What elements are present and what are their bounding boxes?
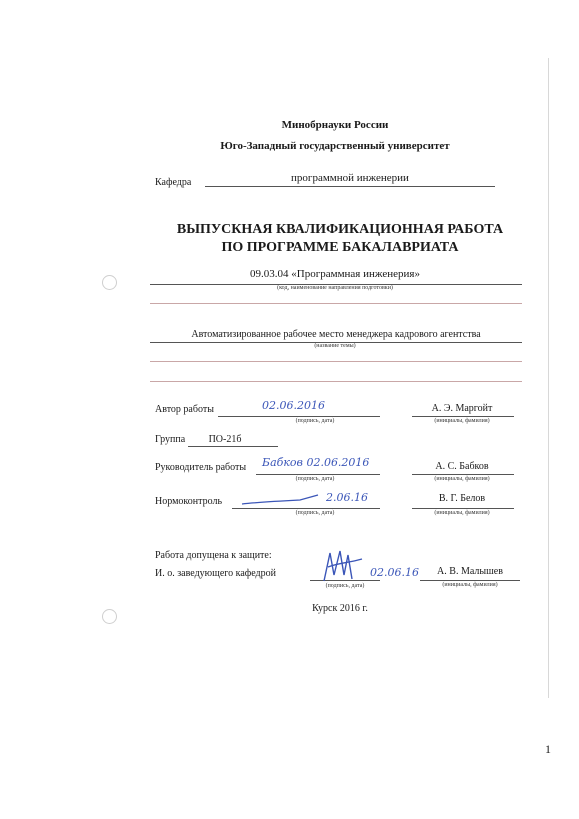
supervisor-name-line <box>412 474 514 475</box>
work-title-line1: ВЫПУСКНАЯ КВАЛИФИКАЦИОННАЯ РАБОТА <box>176 222 504 237</box>
author-signature: 02.06.2016 <box>262 399 325 412</box>
punch-hole <box>102 609 117 624</box>
city-year: Курск 2016 г. <box>312 603 368 614</box>
group-value: ПО-21б <box>208 434 242 445</box>
admitted-text: Работа допущена к защите: <box>155 550 272 561</box>
normcontrol-name: В. Г. Белов <box>438 493 486 504</box>
normcontrol-signature: 2.06.16 <box>326 491 368 504</box>
head-name-line <box>420 580 520 581</box>
author-name-caption: (инициалы, фамилия) <box>434 418 490 424</box>
topic-rule <box>150 381 522 382</box>
page-edge <box>548 58 549 698</box>
topic-text: Автоматизированное рабочее место менеджера кадрового агентства <box>191 329 481 340</box>
author-name: А. Э. Маргойт <box>431 403 493 414</box>
normcontrol-name-caption: (инициалы, фамилия) <box>434 510 490 516</box>
page-number: 1 <box>545 742 551 756</box>
specialty-text: 09.03.04 «Программная инженерия» <box>250 268 420 280</box>
form-rule <box>150 303 522 304</box>
author-label: Автор работы <box>155 404 214 415</box>
punch-hole <box>102 275 117 290</box>
ministry-text: Минобрнауки России <box>281 119 389 131</box>
normcontrol-sign-caption: (подпись, дата) <box>295 510 335 516</box>
department-label: Кафедра <box>155 177 192 188</box>
group-underline <box>188 446 278 447</box>
group-label: Группа <box>155 434 186 445</box>
topic-caption: (название темы) <box>314 343 356 349</box>
supervisor-signature: Бабков 02.06.2016 <box>262 456 370 469</box>
normcontrol-stroke-icon <box>240 492 324 510</box>
head-sign-caption: (подпись, дата) <box>325 583 365 589</box>
head-signature: 02.06.16 <box>370 566 419 579</box>
department-value: программной инженерии <box>291 172 409 184</box>
department-underline <box>205 186 495 187</box>
university-text: Юго-Западный государственный университет <box>220 140 450 152</box>
supervisor-sign-line <box>256 474 380 475</box>
author-name-line <box>412 416 514 417</box>
head-name: А. В. Малышев <box>437 566 503 577</box>
supervisor-sign-caption: (подпись, дата) <box>295 476 335 482</box>
head-label: И. о. заведующего кафедрой <box>155 568 277 579</box>
supervisor-name: А. С. Бабков <box>435 461 489 472</box>
author-sign-line <box>218 416 380 417</box>
author-sign-caption: (подпись, дата) <box>295 418 335 424</box>
topic-rule <box>150 361 522 362</box>
head-name-caption: (инициалы, фамилия) <box>442 582 498 588</box>
specialty-caption: (код, наименование направления подготовки) <box>277 285 393 291</box>
normcontrol-label: Нормоконтроль <box>155 496 223 507</box>
supervisor-label: Руководитель работы <box>155 462 247 473</box>
supervisor-name-caption: (инициалы, фамилия) <box>434 476 490 482</box>
normcontrol-name-line <box>412 508 514 509</box>
work-title-line2: ПО ПРОГРАММЕ БАКАЛАВРИАТА <box>221 240 459 255</box>
